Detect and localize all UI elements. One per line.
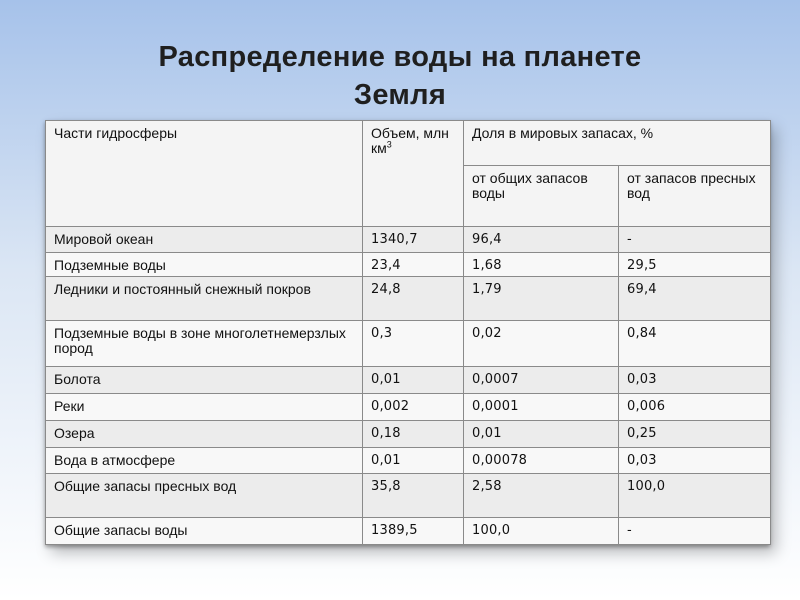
row-name: Реки	[46, 394, 363, 421]
row-volume: 24,8	[363, 277, 464, 321]
table-row	[46, 394, 771, 421]
row-share-total: 1,68	[464, 253, 619, 277]
table-row	[46, 253, 771, 277]
row-share-fresh: 0,25	[619, 421, 771, 448]
slide-title	[0, 38, 800, 114]
water-distribution-table	[45, 120, 771, 545]
header-share-total: от общих запасов воды	[464, 166, 619, 227]
header-volume-unit-superscript: 3	[386, 139, 392, 150]
header-share-fresh: от запасов пресных вод	[619, 166, 771, 227]
row-volume: 0,002	[363, 394, 464, 421]
row-share-fresh: -	[619, 518, 771, 545]
header-volume	[363, 121, 464, 227]
row-share-total: 2,58	[464, 474, 619, 518]
row-share-fresh: 0,03	[619, 367, 771, 394]
slide-title-line-1: Распределение воды на планете	[158, 41, 642, 73]
table-row	[46, 474, 771, 518]
table-row	[46, 277, 771, 321]
row-share-total: 0,02	[464, 321, 619, 367]
row-share-fresh: 0,03	[619, 448, 771, 474]
row-name: Болота	[46, 367, 363, 394]
row-volume: 1389,5	[363, 518, 464, 545]
row-name: Вода в атмосфере	[46, 448, 363, 474]
table-row	[46, 518, 771, 545]
row-volume: 1340,7	[363, 227, 464, 253]
row-volume: 0,01	[363, 448, 464, 474]
row-share-total: 0,01	[464, 421, 619, 448]
row-name: Общие запасы пресных вод	[46, 474, 363, 518]
table-row	[46, 227, 771, 253]
header-parts: Части гидросферы	[46, 121, 363, 227]
header-share: Доля в мировых запасах, %	[464, 121, 771, 166]
row-share-total: 0,0001	[464, 394, 619, 421]
row-share-fresh: 29,5	[619, 253, 771, 277]
row-share-total: 0,00078	[464, 448, 619, 474]
row-volume: 35,8	[363, 474, 464, 518]
row-name: Озера	[46, 421, 363, 448]
table-row	[46, 448, 771, 474]
row-name: Подземные воды	[46, 253, 363, 277]
header-volume-label: Объем, млн км	[371, 125, 449, 156]
row-name: Общие запасы воды	[46, 518, 363, 545]
table-row	[46, 367, 771, 394]
row-share-fresh: 0,006	[619, 394, 771, 421]
row-share-fresh: 0,84	[619, 321, 771, 367]
row-name: Ледники и постоянный снежный покров	[46, 277, 363, 321]
row-volume: 0,3	[363, 321, 464, 367]
row-volume: 0,18	[363, 421, 464, 448]
row-share-fresh: 69,4	[619, 277, 771, 321]
table-header-row	[46, 121, 771, 166]
row-share-fresh: 100,0	[619, 474, 771, 518]
row-share-total: 0,0007	[464, 367, 619, 394]
row-name: Мировой океан	[46, 227, 363, 253]
table-row	[46, 321, 771, 367]
row-share-total: 96,4	[464, 227, 619, 253]
row-volume: 0,01	[363, 367, 464, 394]
row-share-total: 100,0	[464, 518, 619, 545]
water-distribution-table-container	[45, 120, 770, 545]
row-share-fresh: -	[619, 227, 771, 253]
row-name: Подземные воды в зоне многолетнемерзлых пород	[46, 321, 363, 367]
table-row	[46, 421, 771, 448]
row-share-total: 1,79	[464, 277, 619, 321]
slide-title-line-2: Земля	[353, 79, 447, 111]
row-volume: 23,4	[363, 253, 464, 277]
